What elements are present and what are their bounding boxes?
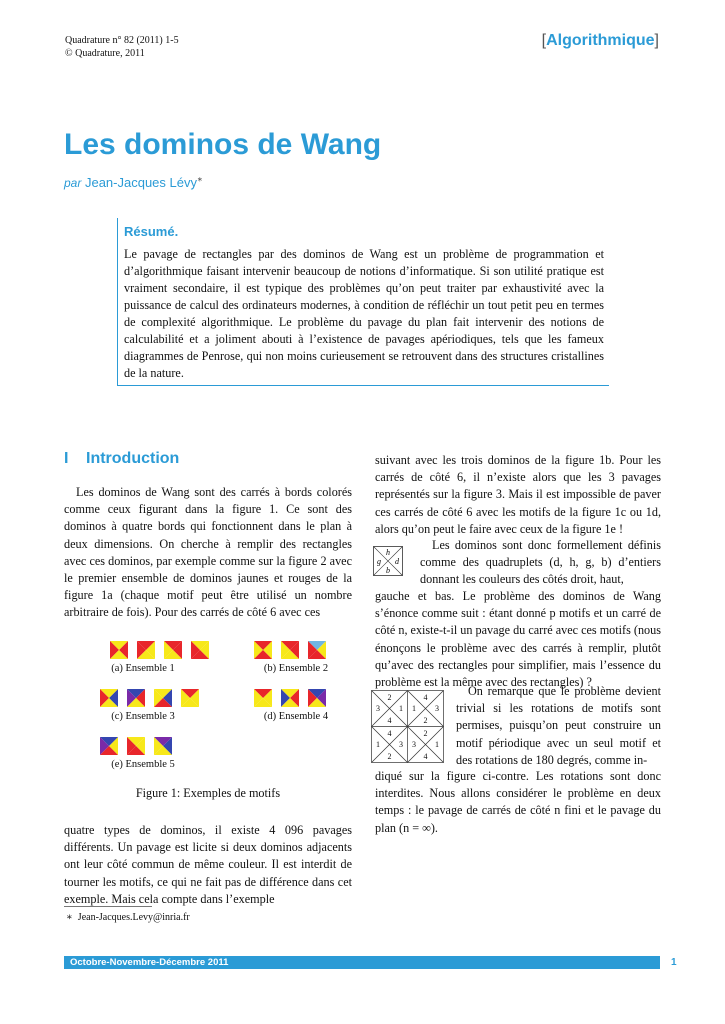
caption-ensemble-1: (a) Ensemble 1 (111, 663, 175, 674)
byline-par: par (64, 176, 82, 190)
label-d: d (395, 557, 399, 566)
grid-label: 2 (423, 716, 428, 725)
grid-label: 1 (412, 704, 416, 713)
wang-tile (127, 737, 145, 755)
wang-tile (127, 689, 145, 707)
grid-label: 3 (412, 740, 416, 749)
grid-label: 4 (423, 752, 428, 761)
wang-tile (154, 689, 172, 707)
author-name: Jean-Jacques Lévy (84, 175, 197, 190)
wang-tile (164, 641, 182, 659)
col2-paragraph-1: suivant avec les trois dominos de la figure 1b. Pour les carrés de côté 6, il n’existe alors que les 3 pavages représentés sur la figure 3. Mais il est impossible de paver ces carrés de côté 6 avec les motifs de la figure 1c ou 1d, alors qu’on peut le faire avec ceux de la figure 1e ! (375, 453, 661, 536)
wang-tile (308, 689, 326, 707)
rubric (542, 32, 659, 50)
grid-label: 2 (423, 729, 428, 738)
col1-paragraph-1: Les dominos de Wang sont des carrés à bords colorés comme ceux figurant dans la figure 1. Ce sont des dominos à quatre bords qui fonctionnent dans le plan à deux dimensions. On cherche à remplir des rectangles avec ces dominos, par exemple comme sur la figure 2 avec le premier ensemble de dominos jaunes et rouges de la figure 1a (chaque motif peut être utilisé un nombre arbitraire de fois). Pour des carrés de côté 6 avec ces (64, 485, 352, 620)
rubric-bracket-open: [ (541, 32, 547, 49)
section-label: Introduction (86, 450, 180, 467)
domino-definition-diagram (373, 546, 403, 576)
col2-paragraph-4: On remarque que le problème devient trivial si les rotations de motifs sont permises, puisqu’on peut construire un motif périodique avec un seul motif et des rotations de 180 degrés, comme in- (456, 684, 661, 767)
rubric-bracket-close: ] (654, 32, 659, 49)
periodic-tiling-diagram (371, 690, 444, 763)
ensemble-4-tiles (254, 689, 335, 707)
wang-tile (100, 689, 118, 707)
wang-tile (191, 641, 209, 659)
wang-tile (308, 641, 326, 659)
ensemble-1-tiles (110, 641, 218, 659)
col2-paragraph-2 (420, 537, 661, 589)
figure-1-caption: Figure 1: Exemples de motifs (135, 786, 281, 800)
grid-label: 1 (399, 704, 403, 713)
caption-ensemble-3: (c) Ensemble 3 (111, 711, 175, 722)
wang-tile (110, 641, 128, 659)
col1-paragraph-2: quatre types de dominos, il existe 4 096 pavages différents. Un pavage est licite si deux dominos adjacents ont leur côté commun de même couleur. Il est interdit de tourner les motifs, ce qui ne fait pas de différence dans cet exemple. Mais cela compte dans l’exemple (64, 823, 352, 906)
grid-label: 1 (435, 740, 439, 749)
col2-paragraph-5: diqué sur la figure ci-contre. Les rotations sont donc interdites. Nous allons considérer le problème en deux temps : le pavage de carrés de côté n fini et le pavage du plan (n = ∞). (375, 769, 661, 835)
grid-label: 3 (399, 740, 403, 749)
wang-tile (181, 689, 199, 707)
grid-label: 2 (387, 752, 392, 761)
wang-tile (154, 737, 172, 755)
section-title (64, 450, 179, 468)
journal-line: Quadrature n° 82 (2011) 1-5 (65, 35, 179, 46)
ensemble-3-tiles (100, 689, 208, 707)
col2-paragraph-3: gauche et bas. Le problème des dominos de Wang s’énonce comme suit : étant donné p motifs et un carré de côté n, existe-t-il un pavage du carré avec ces motifs (nous énonçons le problème avec des carrés à remplir, plutôt qu’avec des rectangles pour simplifier, mais l’essence du problème est la même avec des rectangles) ? (375, 589, 661, 690)
label-b: b (386, 566, 390, 575)
ensemble-5-tiles (100, 737, 181, 755)
caption-ensemble-5: (e) Ensemble 5 (111, 759, 175, 770)
grid-label: 4 (387, 716, 392, 725)
author-footnote-mark: ∗ (196, 176, 203, 184)
section-number: I (64, 450, 69, 467)
grid-label: 3 (376, 704, 380, 713)
footnote (66, 912, 190, 923)
article-title: Les dominos de Wang (64, 128, 382, 161)
grid-label: 1 (376, 740, 380, 749)
page-number: 1 (671, 957, 677, 968)
footer-issue: Octobre-Novembre-Décembre 2011 (70, 957, 229, 968)
abstract-title: Résumé. (124, 224, 179, 239)
wang-tile (254, 689, 272, 707)
rubric-label: Algorithmique (546, 32, 655, 49)
wang-tile (281, 641, 299, 659)
wang-tile (137, 641, 155, 659)
label-h: h (386, 548, 390, 557)
grid-label: 4 (387, 729, 392, 738)
col2-paragraph-2-text: Les dominos sont donc formellement définis comme des quadruplets (d, h, g, b) d’entiers donnant les couleurs des côtés droit, haut, (420, 538, 661, 587)
wang-tile (100, 737, 118, 755)
byline (64, 175, 203, 190)
label-g: g (377, 557, 381, 566)
grid-label: 2 (387, 693, 392, 702)
footnote-email[interactable]: Jean-Jacques.Levy@inria.fr (77, 912, 190, 923)
copyright-line: © Quadrature, 2011 (65, 48, 145, 59)
wang-tile (254, 641, 272, 659)
grid-label: 4 (423, 693, 428, 702)
journal-header (65, 34, 179, 60)
caption-ensemble-2: (b) Ensemble 2 (263, 663, 329, 674)
grid-label: 3 (435, 704, 439, 713)
footnote-rule (64, 906, 152, 907)
caption-ensemble-4: (d) Ensemble 4 (263, 711, 329, 722)
abstract-text: Le pavage de rectangles par des dominos de Wang est un problème de programmation et d’algorithmique faisant intervenir beaucoup de notions d’informatique. Si son utilité pratique est vraiment secondaire, il est typique des problèmes qu’on peut traiter par exhaustivité avec la puissance de calcul des ordinateurs modernes, à condition de réfléchir un tout petit peu en termes de complexité algorithmique. Le problème du pavage du plan fait intervenir des notions de calculabilité et a joliment abouti à l’existence de pavages apériodiques, tels que les fameux diagrammes de Penrose, qui non moins curieusement se retrouvent dans des structures cristallines de la nature. (124, 247, 604, 380)
ensemble-2-tiles (254, 641, 335, 659)
footnote-mark: ∗ (66, 912, 73, 923)
wang-tile (281, 689, 299, 707)
